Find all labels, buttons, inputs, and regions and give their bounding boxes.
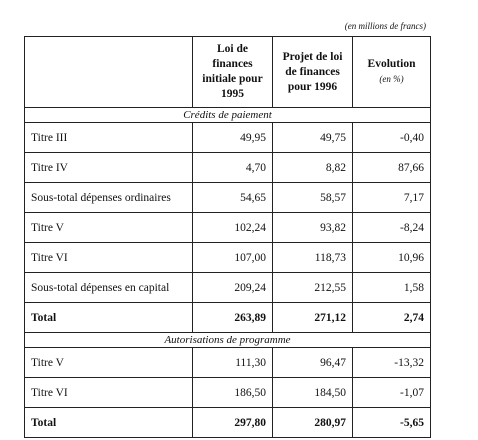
section-row [25, 108, 431, 123]
unit-note: (en millions de francs) [344, 21, 426, 31]
cell-evolution: -0,40 [353, 123, 431, 153]
table-row [25, 123, 431, 153]
cell-1995: 49,95 [193, 123, 273, 153]
cell-1995: 107,00 [193, 243, 273, 273]
header-evolution [353, 37, 431, 108]
cell-evolution: 87,66 [353, 153, 431, 183]
total-row [25, 303, 431, 333]
cell-evolution: 10,96 [353, 243, 431, 273]
header-blank [25, 37, 193, 108]
cell-1996: 118,73 [273, 243, 353, 273]
cell-1996: 212,55 [273, 273, 353, 303]
cell-evolution: -8,24 [353, 213, 431, 243]
cell-1996: 49,75 [273, 123, 353, 153]
row-label: Sous-total dépenses ordinaires [25, 183, 193, 213]
row-label: Total [25, 303, 193, 333]
header-evolution-unit: (en %) [379, 74, 404, 84]
table-row [25, 273, 431, 303]
cell-1996: 93,82 [273, 213, 353, 243]
cell-evolution: 2,74 [353, 303, 431, 333]
row-label: Titre V [25, 348, 193, 378]
total-row [25, 408, 431, 438]
table-row [25, 243, 431, 273]
header-1996: Projet de loi de finances pour 1996 [273, 37, 353, 108]
table-row [25, 183, 431, 213]
row-label: Titre IV [25, 153, 193, 183]
cell-1995: 263,89 [193, 303, 273, 333]
cell-1995: 4,70 [193, 153, 273, 183]
cell-1995: 297,80 [193, 408, 273, 438]
header-1995: Loi de finances initiale pour 1995 [193, 37, 273, 108]
budget-table [24, 36, 431, 438]
cell-1995: 111,30 [193, 348, 273, 378]
cell-1996: 271,12 [273, 303, 353, 333]
cell-1995: 186,50 [193, 378, 273, 408]
header-row [25, 37, 431, 108]
row-label: Sous-total dépenses en capital [25, 273, 193, 303]
table-row [25, 348, 431, 378]
cell-evolution: 1,58 [353, 273, 431, 303]
cell-1995: 209,24 [193, 273, 273, 303]
cell-evolution: -1,07 [353, 378, 431, 408]
cell-1995: 54,65 [193, 183, 273, 213]
header-evolution-label: Evolution [367, 58, 416, 70]
table-row [25, 153, 431, 183]
cell-1996: 8,82 [273, 153, 353, 183]
cell-evolution: -5,65 [353, 408, 431, 438]
row-label: Total [25, 408, 193, 438]
cell-1996: 280,97 [273, 408, 353, 438]
cell-1996: 58,57 [273, 183, 353, 213]
row-label: Titre V [25, 213, 193, 243]
cell-1995: 102,24 [193, 213, 273, 243]
section-row [25, 333, 431, 348]
table-row [25, 378, 431, 408]
cell-evolution: -13,32 [353, 348, 431, 378]
row-label: Titre III [25, 123, 193, 153]
row-label: Titre VI [25, 243, 193, 273]
table-row [25, 213, 431, 243]
cell-1996: 96,47 [273, 348, 353, 378]
row-label: Titre VI [25, 378, 193, 408]
section-title-autorisations: Autorisations de programme [25, 333, 431, 348]
cell-1996: 184,50 [273, 378, 353, 408]
cell-evolution: 7,17 [353, 183, 431, 213]
section-title-credits: Crédits de paiement [25, 108, 431, 123]
